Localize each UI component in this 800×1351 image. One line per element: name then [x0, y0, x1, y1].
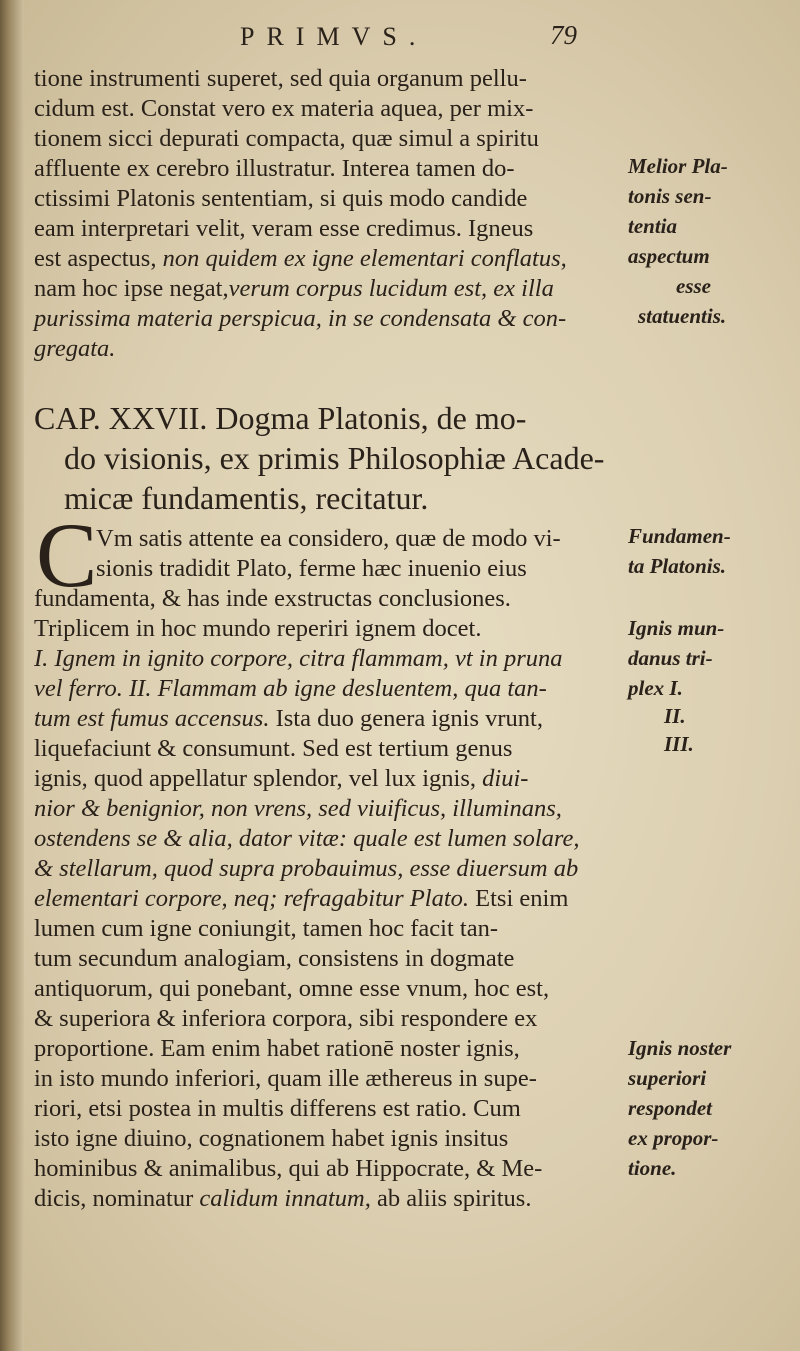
text-line: in isto mundo inferiori, quam ille æthereus in supe-: [34, 1065, 537, 1092]
margin-line: aspectum: [628, 244, 710, 268]
chapter-heading-line-2: do visionis, ex primis Philosophiæ Acade-: [64, 440, 605, 476]
text-line: fundamenta, & has inde exstructas conclusiones.: [34, 585, 511, 612]
text-line: isto igne diuino, cognationem habet ignis insitus: [34, 1125, 509, 1152]
margin-line: danus tri-: [628, 646, 713, 670]
margin-line: tonis sen-: [628, 184, 712, 208]
roman-run: est aspectus,: [34, 245, 157, 272]
margin-line: Ignis noster: [628, 1036, 732, 1060]
text-line: antiquorum, qui ponebant, omne esse vnum, hoc est,: [34, 975, 550, 1002]
text-line: lumen cum igne coniungit, tamen hoc facit tan-: [34, 915, 498, 942]
text-line: Triplicem in hoc mundo reperiri ignem docet.: [34, 615, 482, 642]
running-head: PRIMVS.: [240, 22, 428, 51]
margin-line: III.: [664, 732, 694, 756]
margin-line: II.: [664, 704, 686, 728]
italic-run: verum corpus lucidum est, ex illa: [228, 275, 554, 302]
chapter-number: XXVII.: [108, 400, 208, 436]
roman-run: ignis, quod appellatur splendor, vel lux ignis,: [34, 765, 477, 792]
text-line: ostendens se & alia, dator vitæ: quale est lumen solare,: [34, 825, 580, 852]
text-line: purissima materia perspicua, in se condensata & con-: [34, 305, 567, 332]
text-line: gregata.: [34, 335, 116, 362]
italic-run: elementari corpore, neq; refragabitur Plato.: [34, 885, 470, 912]
text-line: tum secundum analogiam, consistens in dogmate: [34, 945, 515, 972]
margin-line: respondet: [628, 1096, 712, 1120]
roman-run: ab aliis spiritus.: [370, 1185, 532, 1212]
roman-run: dicis, nominatur: [34, 1185, 194, 1212]
margin-line: esse: [676, 274, 711, 298]
page-number: 79: [550, 20, 577, 50]
chapter-heading-line-3: micæ fundamentis, recitatur.: [64, 480, 429, 516]
text-line: Vm satis attente ea considero, quæ de modo vi-: [96, 525, 561, 552]
text-line: proportione. Eam enim habet rationē noster ignis,: [34, 1035, 520, 1062]
italic-run: diui-: [476, 765, 529, 792]
margin-line: ex propor-: [628, 1126, 719, 1150]
text-line: & stellarum, quod supra probauimus, esse diuersum ab: [34, 855, 579, 882]
chapter-title: Dogma Platonis, de mo-: [215, 400, 527, 436]
text-line: [34, 274, 554, 304]
margin-line: statuentis.: [638, 304, 727, 328]
italic-run: non quidem ex igne elementari conflatus,: [156, 245, 567, 272]
text-line: & superiora & inferiora corpora, sibi respondere ex: [34, 1005, 538, 1032]
roman-run: Etsi enim: [469, 885, 569, 912]
roman-run: nam hoc ipse negat,: [34, 275, 229, 302]
drop-cap: C: [36, 504, 98, 606]
text-line: hominibus & animalibus, qui ab Hippocrate, & Me-: [34, 1155, 543, 1182]
margin-line: plex I.: [628, 676, 683, 700]
text-line: eam interpretari velit, veram esse credimus. Igneus: [34, 215, 534, 242]
margin-line: tentia: [628, 214, 678, 238]
chapter-label: CAP.: [34, 400, 101, 436]
text-line: liquefaciunt & consumunt. Sed est tertium genus: [34, 735, 513, 762]
text-line: vel ferro. II. Flammam ab igne desluentem, qua tan-: [34, 675, 547, 702]
text-line: [34, 704, 543, 734]
text-line: nior & benignior, non vrens, sed viuificus, illuminans,: [34, 795, 562, 822]
text-line: sionis tradidit Plato, ferme hæc inuenio eius: [96, 555, 527, 582]
chapter-heading-line-1: [34, 398, 526, 438]
text-line: tione instrumenti superet, sed quia organum pellu-: [34, 65, 527, 92]
italic-run: tum est fumus accensus.: [34, 705, 270, 732]
text-line: affluente ex cerebro illustratur. Interea tamen do-: [34, 155, 515, 182]
margin-line: Ignis mun-: [628, 616, 725, 640]
margin-line: ta Platonis.: [628, 554, 727, 578]
text-line: I. Ignem in ignito corpore, citra flammam, vt in pruna: [34, 645, 563, 672]
text-line: [34, 884, 568, 914]
italic-run: calidum innatum,: [193, 1185, 371, 1212]
text-line: ctissimi Platonis sententiam, si quis modo candide: [34, 185, 528, 212]
text-line: tionem sicci depurati compacta, quæ simul a spiritu: [34, 125, 539, 152]
text-line: cidum est. Constat vero ex materia aquea, per mix-: [34, 95, 534, 122]
page-header: [230, 22, 630, 56]
book-spine: [0, 0, 24, 1351]
text-line: [34, 764, 528, 794]
margin-line: tione.: [628, 1156, 677, 1180]
text-line: [34, 1184, 531, 1214]
roman-run: Ista duo genera ignis vrunt,: [269, 705, 543, 732]
margin-line: superiori: [628, 1066, 707, 1090]
text-line: [34, 244, 567, 274]
margin-line: Fundamen-: [628, 524, 731, 548]
text-line: riori, etsi postea in multis differens est ratio. Cum: [34, 1095, 521, 1122]
margin-line: Melior Pla-: [628, 154, 728, 178]
